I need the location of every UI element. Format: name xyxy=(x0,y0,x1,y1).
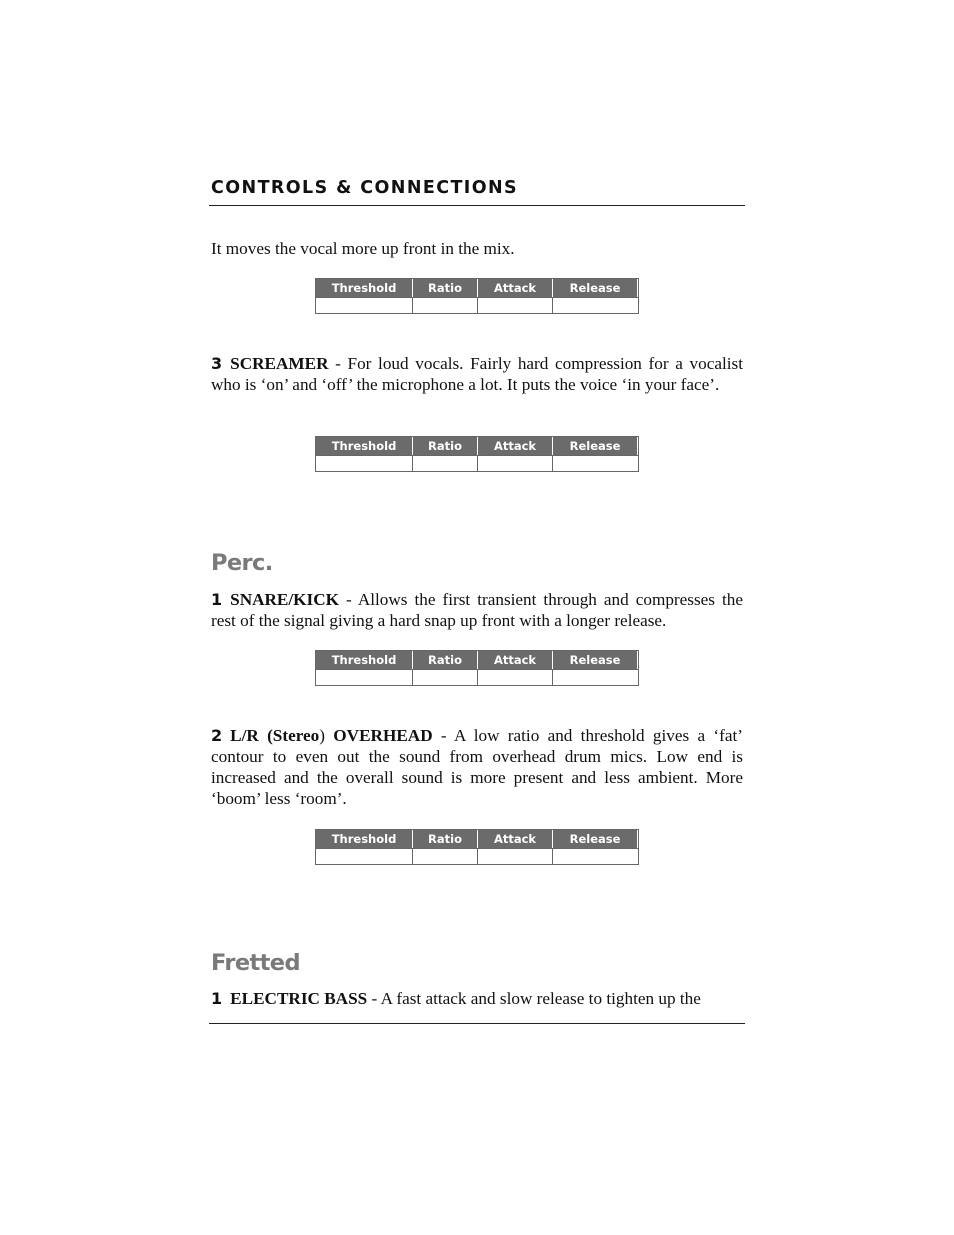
preset-description: - A low ratio and threshold gives a ‘fat’ contour to even out the sound from overhead drum mics. Low end is increased and the overall sound is more present and less ambient. More ‘boom’ less ‘room’. xyxy=(211,726,743,808)
preset-screamer-paragraph xyxy=(211,353,743,395)
settings-table-overhead xyxy=(315,829,639,865)
release-cell xyxy=(553,455,638,471)
release-cell xyxy=(553,669,638,685)
footer-rule xyxy=(209,1023,745,1024)
preset-description: - A fast attack and slow release to tighten up the xyxy=(367,989,701,1008)
preset-number: 3 xyxy=(211,354,223,373)
intro-paragraph: It moves the vocal more up front in the mix. xyxy=(211,239,515,258)
threshold-header: Threshold xyxy=(316,437,413,455)
settings-table-screamer xyxy=(315,436,639,472)
ratio-cell xyxy=(413,669,478,685)
release-header: Release xyxy=(553,437,638,455)
section-title-perc: Perc. xyxy=(211,550,273,576)
attack-cell xyxy=(478,848,553,864)
release-cell xyxy=(553,848,638,864)
ratio-cell xyxy=(413,848,478,864)
attack-cell xyxy=(478,669,553,685)
attack-header: Attack xyxy=(478,651,553,669)
preset-name-paren: ) xyxy=(319,726,325,745)
ratio-header: Ratio xyxy=(413,437,478,455)
release-header: Release xyxy=(553,279,638,297)
settings-table-snare-kick xyxy=(315,650,639,686)
header-rule xyxy=(209,205,745,206)
attack-header: Attack xyxy=(478,279,553,297)
preset-name-rest: OVERHEAD xyxy=(325,726,433,745)
release-header: Release xyxy=(553,651,638,669)
settings-table-intro xyxy=(315,278,639,314)
threshold-header: Threshold xyxy=(316,651,413,669)
preset-description: - Allows the first transient through and compresses the rest of the signal giving a hard snap up front with a longer release. xyxy=(211,590,743,630)
preset-snare-kick-paragraph xyxy=(211,589,743,631)
release-header: Release xyxy=(553,830,638,848)
attack-cell xyxy=(478,455,553,471)
preset-number: 1 xyxy=(211,989,223,1008)
threshold-cell xyxy=(316,297,413,313)
threshold-cell xyxy=(316,669,413,685)
release-cell xyxy=(553,297,638,313)
attack-header: Attack xyxy=(478,830,553,848)
preset-name: L/R (Stereo xyxy=(230,726,320,745)
preset-electric-bass-paragraph xyxy=(211,988,743,1009)
preset-overhead-paragraph xyxy=(211,725,743,809)
preset-number: 2 xyxy=(211,726,223,745)
threshold-cell xyxy=(316,455,413,471)
attack-cell xyxy=(478,297,553,313)
page-header-title: CONTROLS & CONNECTIONS xyxy=(211,178,519,198)
ratio-cell xyxy=(413,455,478,471)
threshold-cell xyxy=(316,848,413,864)
attack-header: Attack xyxy=(478,437,553,455)
preset-number: 1 xyxy=(211,590,223,609)
preset-name: SNARE/KICK xyxy=(230,590,340,609)
ratio-header: Ratio xyxy=(413,279,478,297)
threshold-header: Threshold xyxy=(316,830,413,848)
preset-name: SCREAMER xyxy=(230,354,329,373)
ratio-header: Ratio xyxy=(413,651,478,669)
ratio-header: Ratio xyxy=(413,830,478,848)
section-title-fretted: Fretted xyxy=(211,950,300,976)
preset-name: ELECTRIC BASS xyxy=(230,989,368,1008)
threshold-header: Threshold xyxy=(316,279,413,297)
ratio-cell xyxy=(413,297,478,313)
preset-description: - For loud vocals. Fairly hard compression for a vocalist who is ‘on’ and ‘off’ the microphone a lot. It puts the voice ‘in your face’. xyxy=(211,354,743,394)
